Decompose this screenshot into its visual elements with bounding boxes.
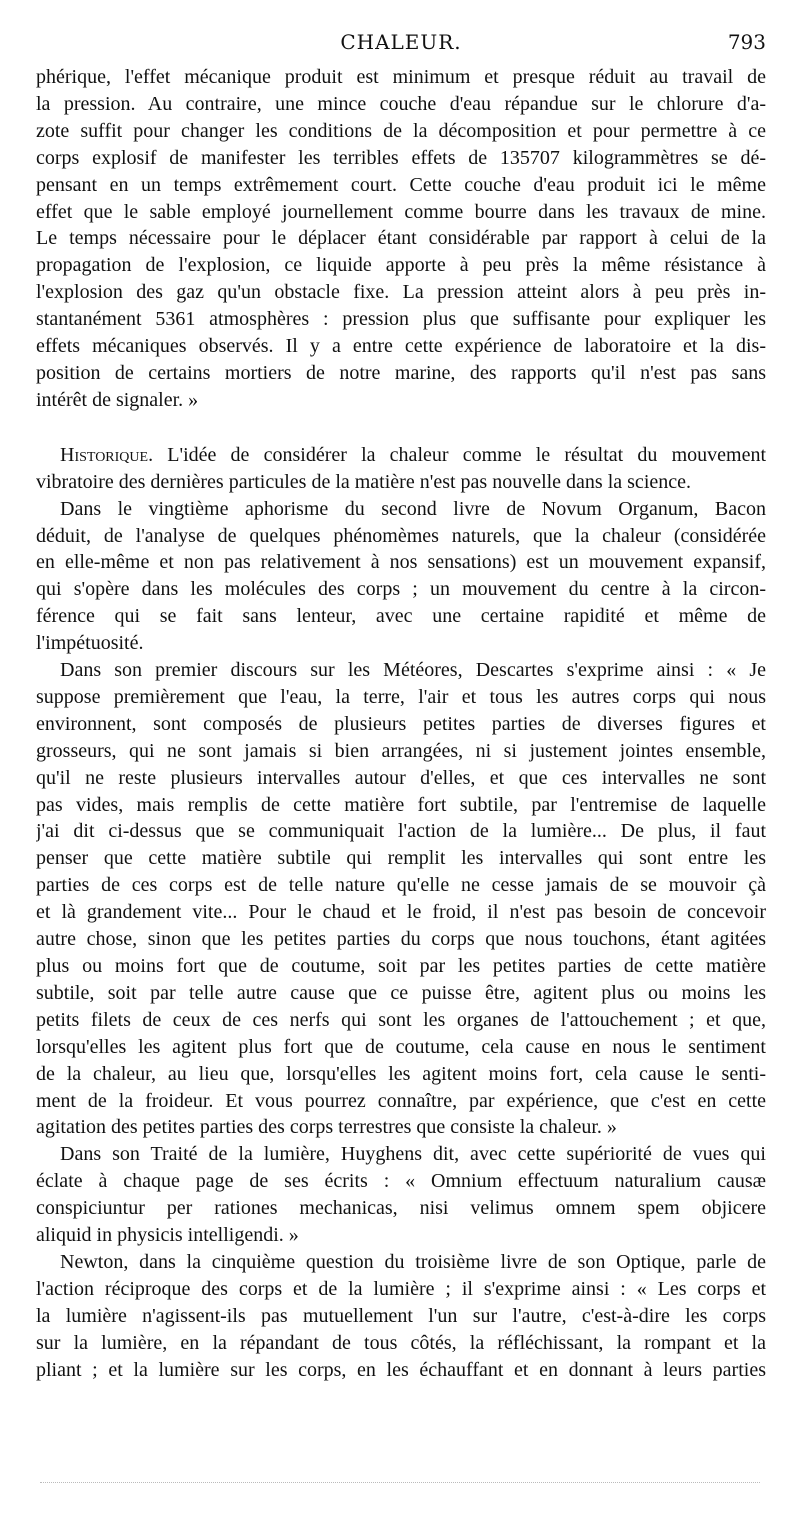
text-line: grosseurs, qui ne sont jamais si bien arrangées, ni si justement jointes ensemble, xyxy=(36,739,766,762)
text-line: phérique, l'effet mécanique produit est minimum et presque réduit au travail de xyxy=(36,66,766,88)
paragraph-bacon xyxy=(36,496,766,657)
text-line: de la chaleur, au lieu que, lorsqu'elles les agitent moins fort, cela cause le senti- xyxy=(36,1062,766,1085)
text-line: aliquid in physicis intelligendi. » xyxy=(36,1224,299,1247)
page-number: 793 xyxy=(727,30,766,54)
text-line: en elle-même et non pas relativement à nos sensations) est un mouvement expansif, xyxy=(36,551,766,574)
text-line: stantanément 5361 atmosphères : pression plus que suffisante pour expliquer les xyxy=(36,308,766,331)
text-line: férence qui se fait sans lenteur, avec une certaine rapidité et même de xyxy=(36,605,766,628)
text-line: agitation des petites parties des corps terrestres que consiste la chaleur. » xyxy=(36,1116,617,1139)
paragraph-historique xyxy=(36,442,766,496)
paragraph-descartes xyxy=(36,657,766,1141)
text-line: parties de ces corps est de telle nature qu'elle ne cesse jamais de se mouvoir çà xyxy=(36,874,766,897)
text-line: qu'il ne reste plusieurs intervalles autour d'elles, et que ces intervalles ne sont xyxy=(36,766,766,789)
paragraph-explosion xyxy=(36,64,766,414)
text-line: pliant ; et la lumière sur les corps, en les échauffant et en donnant à leurs parties xyxy=(36,1358,766,1381)
text-line: Newton, dans la cinquième question du troisième livre de son Optique, parle de xyxy=(60,1250,766,1273)
section-label: Historique. xyxy=(60,443,154,466)
text-line: pensant en un temps extrêmement court. Cette couche d'eau produit ici le même xyxy=(36,173,766,196)
text-line: position de certains mortiers de notre marine, des rapports qu'il n'est pas sans xyxy=(36,361,766,384)
text-fragment: L'idée de considérer la chaleur comme le résultat du mouvement xyxy=(153,443,766,466)
text-line: zote suffit pour changer les conditions de la décomposition et pour permettre à ce xyxy=(36,119,766,142)
text-line: la lumière n'agissent-ils pas mutuellement l'un sur l'autre, c'est-à-dire les corps xyxy=(36,1304,766,1327)
text-line: ment de la froideur. Et vous pourrez connaître, par expérience, que c'est en cette xyxy=(36,1089,766,1112)
text-line: l'explosion des gaz qu'un obstacle fixe. La pression atteint alors à peu près in- xyxy=(36,281,766,304)
text-line: effets mécaniques observés. Il y a entre cette expérience de laboratoire et la dis- xyxy=(36,335,766,358)
text-line: suppose premièrement que l'eau, la terre, l'air et tous les autres corps qui nous xyxy=(36,685,766,708)
section-gap xyxy=(36,414,766,442)
text-line: plus ou moins fort que de coutume, soit par les petites parties de cette matière xyxy=(36,955,766,977)
text-line: intérêt de signaler. » xyxy=(36,388,199,411)
text-line: l'impétuosité. xyxy=(36,632,144,655)
text-line: corps explosif de manifester les terribles effets de 135707 kilogrammètres se dé- xyxy=(36,146,766,169)
paragraph-newton xyxy=(36,1249,766,1384)
text-line: j'ai dit ci-dessus que se communiquait l'action de la lumière... De plus, il faut xyxy=(36,820,766,843)
page-footer-rule xyxy=(40,1482,760,1484)
text-line: la pression. Au contraire, une mince couche d'eau répandue sur le chlorure d'a- xyxy=(36,92,766,115)
page-title: CHALEUR. xyxy=(340,30,462,54)
text-line: effet que le sable employé journellement comme bourre dans les travaux de mine. xyxy=(36,200,766,223)
text-line: et là grandement vite... Pour le chaud et le froid, il n'est pas besoin de concevoir xyxy=(36,901,766,924)
text-line: Dans son Traité de la lumière, Huyghens dit, avec cette supériorité de vues qui xyxy=(60,1143,766,1166)
text-line: autre chose, sinon que les petites parties du corps que nous touchons, étant agitées xyxy=(36,928,766,951)
historique-line xyxy=(36,442,766,469)
text-line: vibratoire des dernières particules de la matière n'est pas nouvelle dans la science. xyxy=(36,470,691,493)
body-text xyxy=(36,64,766,1384)
text-line: propagation de l'explosion, ce liquide apporte à peu près la même résistance à xyxy=(36,254,766,277)
text-line: l'action réciproque des corps et de la lumière ; il s'exprime ainsi : « Les corps et xyxy=(36,1277,766,1300)
text-line: qui s'opère dans les molécules des corps ; un mouvement du centre à la circon- xyxy=(36,578,766,601)
text-line: lorsqu'elles les agitent plus fort que de coutume, cela cause en nous le sentiment xyxy=(36,1035,766,1058)
text-line: penser que cette matière subtile qui remplit les intervalles qui sont entre les xyxy=(36,847,766,870)
text-line: Dans le vingtième aphorisme du second livre de Novum Organum, Bacon xyxy=(60,497,766,520)
text-line: Dans son premier discours sur les Météores, Descartes s'exprime ainsi : « Je xyxy=(60,659,766,682)
text-line: subtile, soit par telle autre cause que ce puisse être, agitent plus ou moins les xyxy=(36,981,766,1004)
text-line: éclate à chaque page de ses écrits : « Omnium effectuum naturalium causæ xyxy=(36,1170,766,1193)
paragraph-huyghens xyxy=(36,1141,766,1249)
text-line: petits filets de ceux de ces nerfs qui sont les organes de l'attouchement ; et que, xyxy=(36,1008,766,1031)
text-line: Le temps nécessaire pour le déplacer étant considérable par rapport à celui de la xyxy=(36,227,766,250)
text-line: pas vides, mais remplis de cette matière fort subtile, par l'entremise de laquelle xyxy=(36,793,766,816)
text-line: environnent, sont composés de plusieurs petites parties de diverses figures et xyxy=(36,712,766,735)
text-line: conspiciuntur per rationes mechanicas, nisi velimus omnem spem objicere xyxy=(36,1197,766,1220)
text-line: sur la lumière, en la répandant de tous côtés, la réfléchissant, la rompant et la xyxy=(36,1331,766,1354)
text-line: déduit, de l'analyse de quelques phénomèmes naturels, que la chaleur (considérée xyxy=(36,524,766,547)
running-header xyxy=(36,30,766,60)
